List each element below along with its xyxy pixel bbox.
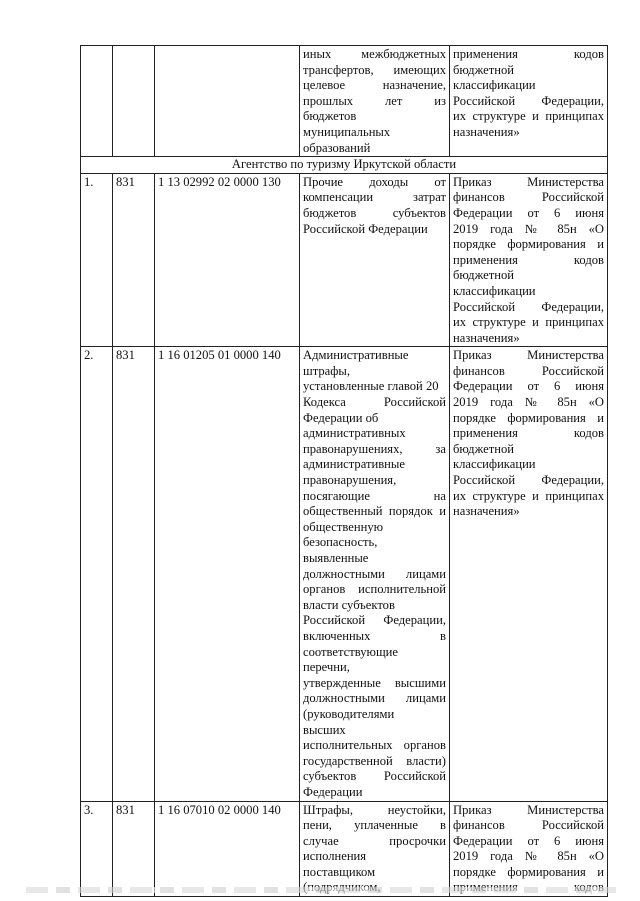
- cell-income-name: [300, 801, 450, 897]
- cell-text-line: перечни,: [303, 660, 350, 675]
- cell-text-line: поставщиком: [303, 864, 376, 879]
- cell-text-line: (руководителями: [303, 706, 395, 721]
- cell-text-line: применения кодов: [453, 252, 604, 267]
- cell-text-line: назначения»: [453, 330, 520, 345]
- cell-code: 831: [113, 173, 155, 347]
- cell-num: 2.: [81, 347, 113, 801]
- cell-text-line: правонарушения,: [303, 473, 397, 488]
- table-row-continuation: [81, 46, 608, 157]
- cell-text-line: выявленные: [303, 551, 369, 565]
- cell-legal-act: [450, 347, 608, 801]
- cell-text-line: установленные главой 20: [303, 379, 439, 394]
- cell-kbk: [155, 46, 300, 157]
- cell-text-line: утвержденные высшими: [303, 675, 446, 690]
- cell-text-line: применения кодов: [453, 47, 604, 61]
- cell-text-line: финансов Российской: [453, 818, 604, 833]
- cell-kbk: 1 16 07010 02 0000 140: [155, 801, 300, 897]
- cell-text-line: Российской Федерации,: [453, 93, 604, 108]
- cell-code: 831: [113, 801, 155, 897]
- cell-text-line: субъектов Российской: [303, 769, 446, 784]
- cell-text-line: Российской Федерации,: [453, 473, 604, 488]
- cell-text-line: бюджетов: [303, 109, 357, 124]
- cell-text-line: муниципальных: [303, 124, 391, 139]
- cell-text-line: должностными лицами: [303, 691, 446, 706]
- cell-text-line: административные: [303, 457, 405, 472]
- cell-text-line: их структуре и принципах: [453, 315, 604, 330]
- cell-text-line: пени, уплаченные в: [303, 818, 446, 833]
- table-row: [81, 347, 608, 801]
- cell-text-line: их структуре и принципах: [453, 488, 604, 503]
- cell-text-line: штрафы,: [303, 363, 351, 378]
- cell-text-line: Федерации от 6 июня: [453, 833, 604, 848]
- cell-text-line: правонарушениях, за: [303, 441, 446, 456]
- cell-kbk: 1 16 01205 01 0000 140: [155, 347, 300, 801]
- cell-text-line: финансов Российской: [453, 190, 604, 205]
- cell-text-line: классификации: [453, 78, 536, 93]
- cell-income-name: [300, 347, 450, 801]
- cell-text-line: Российской Федерации: [303, 221, 428, 236]
- cell-text-line: применения кодов: [453, 426, 604, 441]
- cell-text-line: классификации: [453, 283, 536, 298]
- cell-text-line: 2019 года № 85н «О: [453, 221, 604, 236]
- cell-text-line: назначения»: [453, 504, 520, 519]
- cell-text-line: Российской Федерации,: [453, 299, 604, 314]
- cell-text-line: порядке формирования и: [453, 410, 604, 425]
- cell-text-line: иных межбюджетных: [303, 47, 446, 61]
- cell-text-line: трансфертов, имеющих: [303, 62, 446, 77]
- cell-text-line: прошлых лет из: [303, 93, 446, 108]
- cell-num: 3.: [81, 801, 113, 897]
- cell-text-line: органов исполнительной: [303, 582, 446, 597]
- cell-text-line: исполнительных органов: [303, 738, 446, 753]
- table-row-agency: [81, 157, 608, 174]
- table-row: [81, 801, 608, 897]
- cell-text-line: бюджетной: [453, 268, 514, 283]
- cell-text-line: Административные: [303, 348, 409, 363]
- cell-text-line: Федерации от 6 июня: [453, 379, 604, 394]
- cell-text-line: образований: [303, 140, 371, 155]
- cell-code: 831: [113, 347, 155, 801]
- cell-text-line: государственной власти): [303, 753, 446, 768]
- cell-text-line: посягающие на: [303, 488, 446, 503]
- cell-kbk: 1 13 02992 02 0000 130: [155, 173, 300, 347]
- cell-text-line: их структуре и принципах: [453, 109, 604, 124]
- cell-legal-act: [450, 46, 608, 157]
- cell-income-name: [300, 173, 450, 347]
- cell-text-line: Штрафы, неустойки,: [303, 802, 446, 817]
- cell-text-line: общественную: [303, 519, 384, 534]
- cell-code: [113, 46, 155, 157]
- cell-text-line: исполнения: [303, 849, 367, 864]
- cell-text-line: Российской Федерации,: [303, 613, 446, 628]
- cell-text-line: Кодекса Российской: [303, 395, 446, 410]
- cell-text-line: порядке формирования и: [453, 864, 604, 879]
- cell-text-line: Приказ Министерства: [453, 348, 604, 363]
- scan-artifact-strip: [26, 887, 616, 893]
- cell-text-line: Прочие доходы от: [303, 174, 446, 189]
- cell-text-line: случае просрочки: [303, 833, 446, 848]
- table-row: [81, 173, 608, 347]
- cell-text-line: Федерации об: [303, 410, 379, 425]
- cell-text-line: бюджетной: [453, 62, 514, 77]
- cell-text-line: власти субъектов: [303, 597, 395, 612]
- cell-text-line: финансов Российской: [453, 363, 604, 378]
- cell-text-line: 2019 года № 85н «О: [453, 395, 604, 410]
- cell-text-line: соответствующие: [303, 644, 398, 659]
- cell-text-line: Федерации от 6 июня: [453, 205, 604, 220]
- cell-text-line: бюджетной: [453, 441, 514, 456]
- cell-text-line: Приказ Министерства: [453, 174, 604, 189]
- cell-text-line: общественный порядок и: [303, 504, 446, 519]
- cell-text-line: 2019 года № 85н «О: [453, 849, 604, 864]
- cell-income-name: [300, 46, 450, 157]
- cell-legal-act: [450, 173, 608, 347]
- cell-text-line: административных: [303, 426, 406, 441]
- cell-num: 1.: [81, 173, 113, 347]
- agency-title: Агентство по туризму Иркутской области: [81, 157, 608, 174]
- cell-num: [81, 46, 113, 157]
- cell-text-line: включенных в: [303, 628, 446, 643]
- cell-text-line: безопасность,: [303, 535, 378, 550]
- cell-legal-act: [450, 801, 608, 897]
- cell-text-line: должностными лицами: [303, 566, 446, 581]
- cell-text-line: высших: [303, 722, 346, 737]
- cell-text-line: Федерации: [303, 784, 363, 799]
- cell-text-line: Приказ Министерства: [453, 802, 604, 817]
- cell-text-line: классификации: [453, 457, 536, 472]
- cell-text-line: компенсации затрат: [303, 190, 446, 205]
- revenue-codes-table: [80, 45, 608, 897]
- cell-text-line: бюджетов субъектов: [303, 205, 446, 220]
- cell-text-line: назначения»: [453, 124, 520, 139]
- cell-text-line: целевое назначение,: [303, 78, 446, 93]
- cell-text-line: порядке формирования и: [453, 237, 604, 252]
